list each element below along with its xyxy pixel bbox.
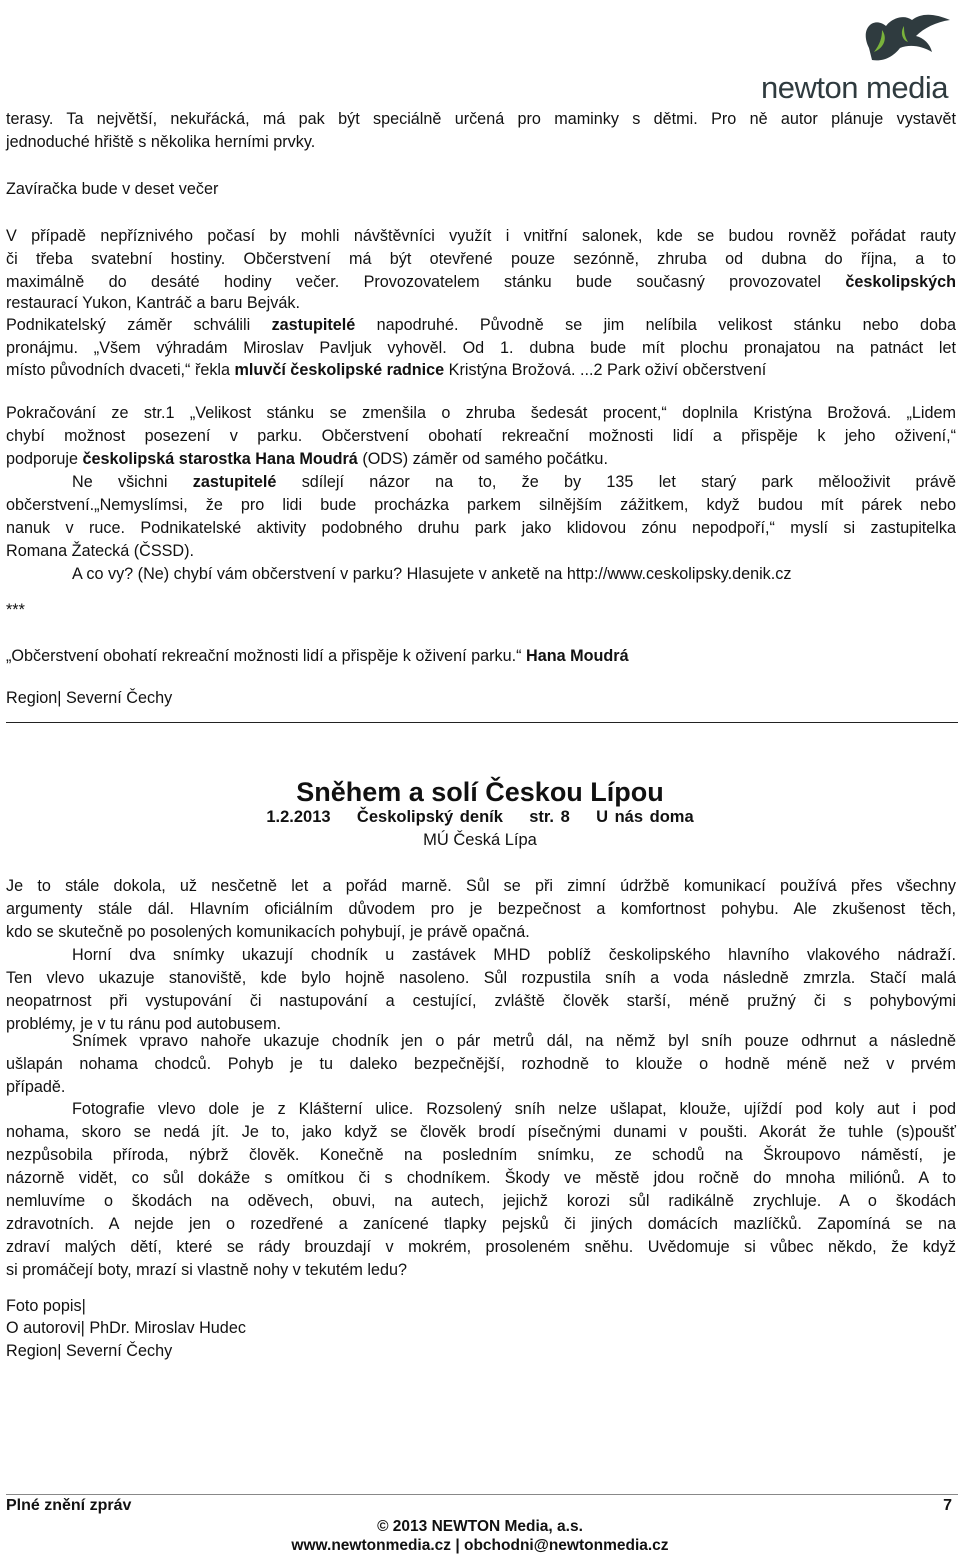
text-line: Pokračování ze str.1 „Velikost stánku se zmenšila o zhruba šedesát procent,“ doplnila Kristýna Brožová. „Lidem bbox=[6, 404, 956, 422]
article-source: MÚ Česká Lípa bbox=[423, 831, 537, 849]
text-line: maximálně do desáté hodiny večer. Provozovatelem stánku bude současný provozovatel českolipských bbox=[6, 273, 956, 291]
page-number: 7 bbox=[943, 1497, 952, 1514]
text-line: terasy. Ta největší, nekuřácká, má pak být speciálně určená pro maminky s dětmi. Pro ně autor plánuje vystavět bbox=[6, 110, 956, 128]
separator-stars: *** bbox=[6, 601, 25, 619]
text-line: V případě nepříznivého počasí by mohli návštěvníci využít i vnitřní salonek, kde se budou rovněž pořádat rauty bbox=[6, 227, 956, 245]
text-line: či třeba svatební hostiny. Občerstvení má být otevřené pouze sezónně, zhruba od dubna do října, a to bbox=[6, 250, 956, 268]
article-paragraph: Snímek vpravo nahoře ukazuje chodník jen o pár metrů dál, na němž byl sníh pouze odhrnut a následně ušlapán nohama chodců. Pohyb je tu daleko bezpečnější, rozhodně to klouže o hodně méně než v prvém případě. bbox=[6, 1032, 956, 1096]
text-line: podporuje českolipská starostka Hana Moudrá (ODS) záměr od samého počátku. bbox=[6, 450, 608, 468]
article-paragraph: Horní dva snímky ukazují chodník u zastávek MHD poblíž českolipského hlavního vlakového nádraží. Ten vlevo ukazuje stanoviště, kde bylo hojně nasoleno. Sůl rozpustila sníh a voda následně zmrzla. Stačí malá neopatrnost při vystupování či nastupování a cestující, zvláště člověk starší, méně pružný či s pohybovými problémy, je v tu ránu pod autobusem. bbox=[6, 946, 956, 1033]
text-line: jednoduché hřiště s několika herními prvky. bbox=[6, 133, 316, 151]
text-line: pronájmu. „Všem výhradám Miroslav Pavljuk vyhověl. Od 1. dubna bude mít plochu pronajatou na patnáct let bbox=[6, 339, 957, 357]
article-paragraph: Je to stále dokola, už nesčetně let a pořád marně. Sůl se při zimní údržbě komunikací používá přes všechny argumenty stále dál. Hlavním oficiálním důvodem pro je bezpečnost a komfortnost pohybu. Ale zkušenost těch, kdo se skutečně po posolených komunikacích pohybují, je právě opačná. bbox=[6, 877, 956, 941]
region-tag: Region| Severní Čechy bbox=[6, 689, 173, 707]
author-info: O autorovi| PhDr. Miroslav Hudec bbox=[6, 1319, 246, 1337]
article-divider bbox=[6, 722, 958, 723]
text-line: občerstvení.„Nemyslímsi, že pro lidi bude procházka parkem silnějším zážitkem, když budou mít párek nebo bbox=[6, 496, 956, 514]
text-line: Podnikatelský záměr schválili zastupitelé napodruhé. Původně se jim nelíbila velikost stánku nebo doba bbox=[6, 316, 956, 334]
footer-divider bbox=[6, 1494, 958, 1495]
bird-icon bbox=[754, 8, 954, 78]
text-line: restaurací Yukon, Kantráč a baru Bejvák. bbox=[6, 294, 300, 312]
logo-text: newton media bbox=[760, 70, 948, 105]
text-line: Ne všichni zastupitelé sdílejí názor na to, že by 135 let starý park mělooživit právě bbox=[72, 473, 956, 491]
text-line: Romana Žatecká (ČSSD). bbox=[6, 542, 195, 560]
text-line: nanuk v ruce. Podnikatelské aktivity podobného druhu park jako klidovou zónu nepodpoří,“ myslí si zastupitelka bbox=[6, 519, 956, 537]
article-paragraph: Fotografie vlevo dole je z Klášterní ulice. Rozsolený sníh nelze ušlapat, klouže, ujíždí pod koly aut i pod nohama, skoro se nedá jít. Je to, jako když se člověk brodí písečnými dunami v poušti. Akorát že tuhle (s)poušť nezpůsobila příroda, nýbrž člověk. Konečně na posledním snímku, ze schodů na Škroupovo náměstí, je názorně vidět, co sůl dokáže s omítkou či s chodníkem. Škody ve městě jdou ročně do mnoha miliónů. A to nemluvíme o škodách na oděvech, obuvi, na autech, jejichž korozi sůl radikálně zrychluje. A o škodách zdravotních. A nejde jen o rozedřené a zanícené tlapky pejsků či jiných domácích mazlíčků. Zapomíná se na zdraví malých dětí, které se rády brouzdají v mokrém, prosoleném sněhu. Uvědomuje si vůbec někdo, že když si promáčejí boty, mrazí si vlastně nohy v tekutém ledu? bbox=[6, 1100, 956, 1279]
footer-contact: www.newtonmedia.cz | obchodni@newtonmedia.cz bbox=[291, 1537, 669, 1554]
footer-label: Plné znění zpráv bbox=[6, 1497, 132, 1514]
text-line: místo původních dvaceti,“ řekla mluvčí českolipské radnice Kristýna Brožová. ...2 Park oživí občerstvení bbox=[6, 361, 767, 379]
region-tag: Region| Severní Čechy bbox=[6, 1342, 173, 1360]
photo-caption: Foto popis| bbox=[6, 1297, 86, 1315]
text-line: chybí možnost posezení v parku. Občerstvení obohatí rekreační možnosti lidí a přispěje k jeho oživení,“ bbox=[6, 427, 956, 445]
article-meta: 1.2.2013 Českolipský deník str. 8 U nás doma bbox=[266, 808, 694, 826]
section-heading: Zavíračka bude v deset večer bbox=[6, 180, 219, 198]
text-line: A co vy? (Ne) chybí vám občerstvení v parku? Hlasujete v anketě na http://www.ceskolipsky.denik.cz bbox=[72, 565, 792, 583]
article-title: Sněhem a solí Českou Lípou bbox=[296, 777, 664, 807]
footer-copyright: © 2013 NEWTON Media, a.s. bbox=[377, 1518, 583, 1535]
pull-quote: „Občerstvení obohatí rekreační možnosti lidí a přispěje k oživení parku.“ Hana Moudrá bbox=[6, 647, 629, 665]
newton-media-logo bbox=[754, 8, 954, 105]
